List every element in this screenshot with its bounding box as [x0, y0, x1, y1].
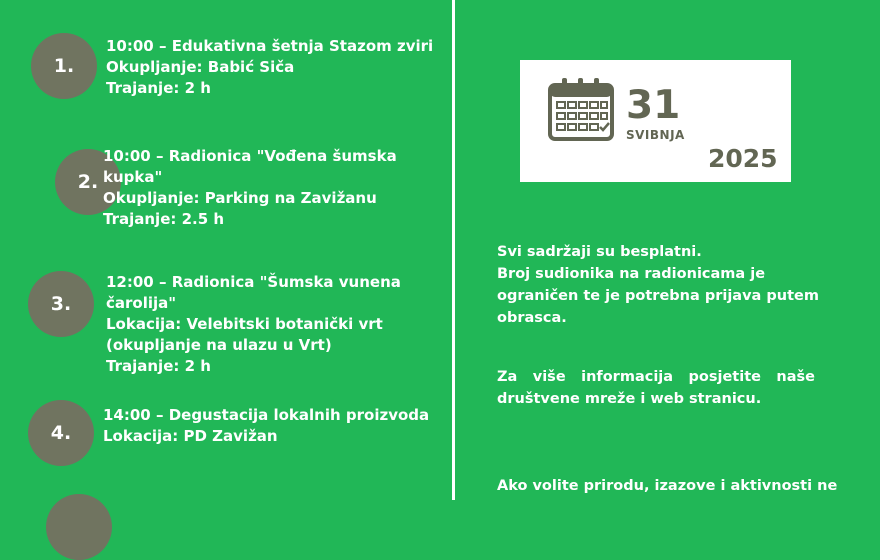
info-free-line-3: ograničen te je potrebna prijava putem	[497, 288, 819, 304]
schedule-item-4	[103, 405, 429, 447]
info-more-paragraph	[497, 366, 815, 410]
info-nature-line-1: Ako volite prirodu, izazove i aktivnosti ne	[497, 478, 838, 494]
schedule-item-1-duration: Trajanje: 2 h	[106, 79, 211, 97]
schedule-item-3-title-cont: čarolija"	[106, 294, 177, 312]
step-number-4: 4.	[28, 400, 94, 466]
step-number-3: 3.	[28, 271, 94, 337]
info-more-line-2: društvene mreže i web stranicu.	[497, 391, 762, 407]
schedule-item-2-meeting: Okupljanje: Parking na Zavižanu	[103, 189, 377, 207]
schedule-item-3-location-note: (okupljanje na ulazu u Vrt)	[106, 336, 332, 354]
schedule-item-1	[106, 36, 433, 99]
schedule-item-1-meeting: Okupljanje: Babić Siča	[106, 58, 295, 76]
info-nature-paragraph	[497, 475, 837, 497]
info-free-line-4: obrasca.	[497, 310, 567, 326]
event-year: 2025	[708, 144, 778, 173]
schedule-item-2	[103, 146, 397, 230]
schedule-item-3-duration: Trajanje: 2 h	[106, 357, 211, 375]
schedule-item-1-title: 10:00 – Edukativna šetnja Stazom zviri	[106, 37, 434, 55]
info-free-paragraph	[497, 241, 837, 329]
date-card	[520, 60, 791, 182]
event-day: 31	[626, 83, 681, 128]
schedule-item-2-title: 10:00 – Radionica "Vođena šumska	[103, 147, 397, 165]
schedule-item-3	[106, 272, 401, 377]
info-free-line-1: Svi sadržaji su besplatni.	[497, 244, 702, 260]
schedule-item-3-title: 12:00 – Radionica "Šumska vunena	[106, 273, 401, 291]
step-number-2: 2.	[55, 149, 121, 215]
schedule-item-2-title-cont: kupka"	[103, 168, 163, 186]
schedule-item-4-location: Lokacija: PD Zavižan	[103, 427, 278, 445]
schedule-item-4-title: 14:00 – Degustacija lokalnih proizvoda	[103, 406, 430, 424]
step-number-5-partial	[46, 494, 112, 560]
step-number-1: 1.	[31, 33, 97, 99]
calendar-icon	[548, 77, 614, 141]
schedule-item-2-duration: Trajanje: 2.5 h	[103, 210, 225, 228]
column-divider	[452, 0, 455, 500]
info-free-line-2: Broj sudionika na radionicama je	[497, 266, 766, 282]
info-more-line-1: Za više informacija posjetite naše	[497, 369, 815, 385]
schedule-item-3-location: Lokacija: Velebitski botanički vrt	[106, 315, 383, 333]
event-month: SVIBNJA	[626, 128, 685, 142]
